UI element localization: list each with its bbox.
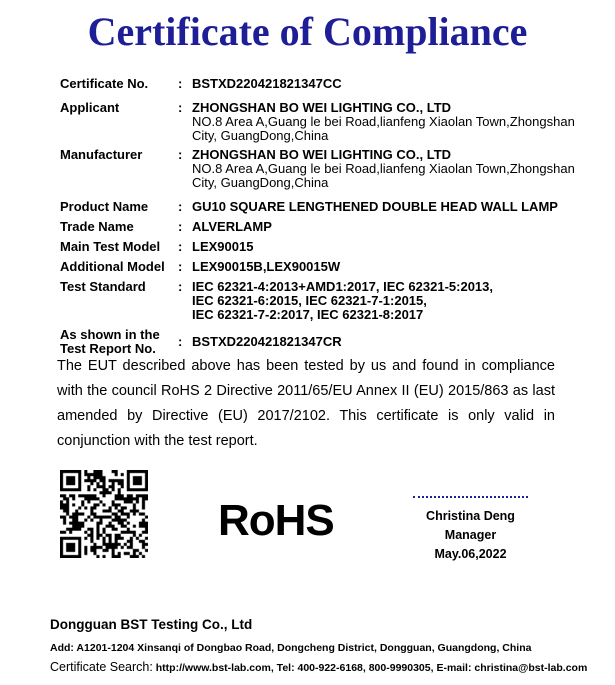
- certificate-fields: [60, 76, 575, 356]
- field-separator: :: [178, 147, 183, 162]
- field-row-test-standard: [60, 280, 555, 322]
- field-row-product-name: [60, 199, 558, 214]
- field-row-trade-name: [60, 220, 555, 234]
- field-separator: :: [178, 334, 183, 349]
- field-value: IEC 62321-4:2013+AMD1:2017, IEC 62321-5:2013,: [192, 279, 493, 294]
- lab-address: Add: A1201-1204 Xinsanqi of Dongbao Road, Dongcheng District, Dongguan, Guangdong, China: [50, 642, 532, 654]
- field-row-main-test-model: [60, 240, 555, 254]
- signature-date: May.06,2022: [434, 547, 507, 561]
- field-value: ALVERLAMP: [192, 219, 272, 234]
- field-value-address: City, GuangDong,China: [192, 128, 329, 143]
- lab-footer: [50, 617, 590, 674]
- field-separator: :: [178, 279, 183, 294]
- signature-block: [413, 496, 528, 564]
- signature-dotted-line: [413, 496, 528, 498]
- certificate-search-value: http://www.bst-lab.com, Tel: 400-922-6168, 800-9990305, E-mail: christina@bst-lab.com: [152, 662, 588, 674]
- field-label: Trade Name: [60, 219, 134, 234]
- field-label: Main Test Model: [60, 239, 161, 254]
- certificate-search-label: Certificate Search:: [50, 660, 153, 674]
- lab-contact-line: [50, 660, 590, 674]
- field-label: Manufacturer: [60, 147, 143, 162]
- signer-name: Christina Deng: [426, 509, 515, 523]
- field-row-applicant: [60, 100, 575, 143]
- rohs-logo: RoHS: [218, 496, 334, 545]
- field-value: ZHONGSHAN BO WEI LIGHTING CO., LTD: [192, 147, 452, 162]
- field-row-test-report-no: [60, 328, 555, 356]
- field-label: Certificate No.: [60, 76, 149, 91]
- field-value: IEC 62321-6:2015, IEC 62321-7-1:2015,: [192, 293, 427, 308]
- field-row-additional-model: [60, 260, 555, 274]
- field-separator: :: [178, 259, 183, 274]
- field-label: Product Name: [60, 199, 149, 214]
- field-value: LEX90015: [192, 239, 254, 254]
- field-label: Additional Model: [60, 259, 165, 274]
- field-label: Test Standard: [60, 279, 146, 294]
- field-value: GU10 SQUARE LENGTHENED DOUBLE HEAD WALL LAMP: [192, 199, 558, 214]
- field-label: Applicant: [60, 100, 120, 115]
- logo-signature-band: [60, 468, 555, 578]
- field-value: ZHONGSHAN BO WEI LIGHTING CO., LTD: [192, 100, 452, 115]
- field-value-address: City, GuangDong,China: [192, 175, 329, 190]
- field-value: IEC 62321-7-2:2017, IEC 62321-8:2017: [192, 307, 424, 322]
- field-separator: :: [178, 239, 183, 254]
- field-value-address: NO.8 Area A,Guang le bei Road,lianfeng Xiaolan Town,Zhongshan: [192, 161, 575, 176]
- page-title: Certificate of Compliance: [87, 9, 528, 54]
- qr-code: [60, 470, 148, 558]
- field-separator: :: [178, 199, 183, 214]
- field-separator: :: [178, 100, 183, 115]
- field-value: BSTXD220421821347CR: [192, 334, 342, 349]
- signer-role: Manager: [444, 528, 497, 542]
- field-label: As shown in the Test Report No.: [60, 327, 160, 356]
- field-separator: :: [178, 76, 183, 91]
- field-row-manufacturer: [60, 147, 575, 190]
- field-value: LEX90015B,LEX90015W: [192, 259, 341, 274]
- field-separator: :: [178, 219, 183, 234]
- compliance-statement: The EUT described above has been tested by us and found in compliance with the council RoHS 2 Directive 2011/65/EU Annex II (EU) 2015/863 as last amended by Directive (EU) 2017/2102. This certificate is only valid in conjunction with the test report.: [57, 358, 555, 449]
- lab-name: Dongguan BST Testing Co., Ltd: [50, 617, 253, 632]
- field-value-address: NO.8 Area A,Guang le bei Road,lianfeng Xiaolan Town,Zhongshan: [192, 114, 575, 129]
- field-row-certificate-no: [60, 77, 555, 91]
- field-value: BSTXD220421821347CC: [192, 76, 342, 91]
